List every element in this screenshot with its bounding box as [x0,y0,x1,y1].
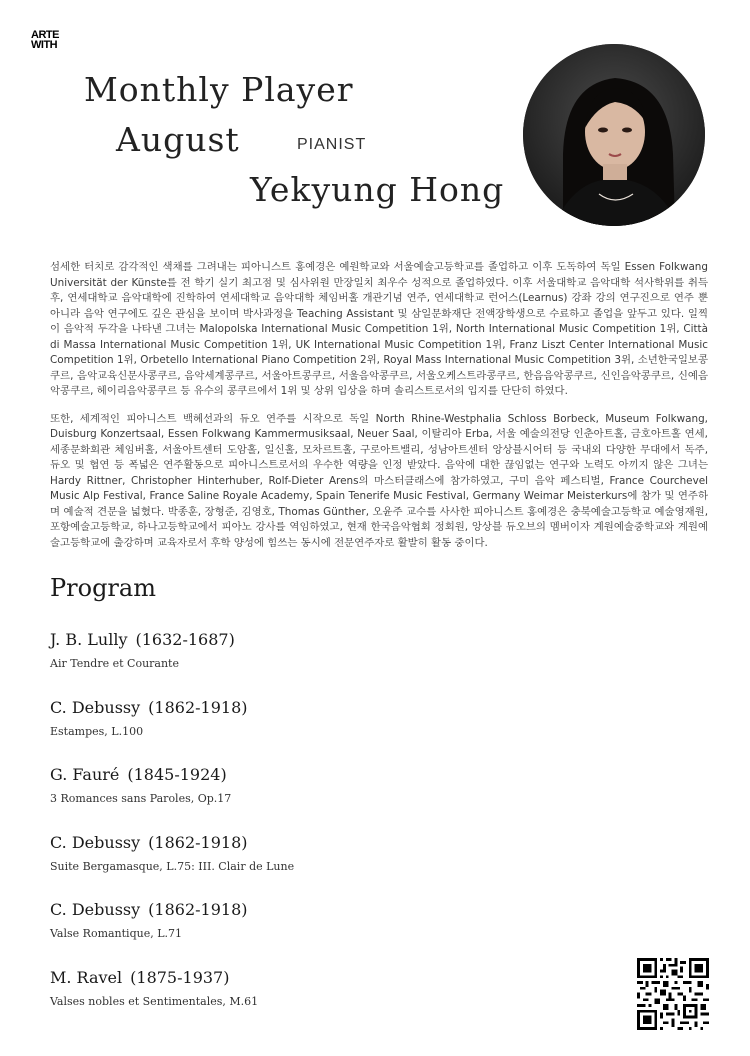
qr-code-icon [637,958,709,1030]
composer-line [50,765,610,784]
composer-line [50,968,610,987]
title-monthly-player: Monthly Player [84,70,354,109]
program-item [50,968,610,1036]
composer-years: (1875-1937) [130,967,230,987]
composer-years: (1862-1918) [148,697,248,717]
composer-years: (1862-1918) [148,832,248,852]
composer-years: (1862-1918) [148,900,248,919]
logo-line-2: WITH [31,39,58,51]
composer-line [50,833,610,852]
composer-years: (1845-1924) [127,765,227,784]
work-title: Estampes, L.100 [50,724,144,738]
performer-role: PIANIST [297,136,367,153]
composer-name: J. B. Lully [50,630,128,649]
bio-paragraph-1: 섬세한 터치로 감각적인 색채를 그려내는 피아니스트 홍예경은 예원학교와 서울예술고등학교를 졸업하고 이후 도독하여 독일 Essen Folkwang Universität der Künste를 전 학기 실기 최고점 및 심사위원 만장일치 최우수 성적으로 졸업하였다. 이후 서울대학교 음악대학 석사학위를 취득 후, 연세대학교 음악대학에 진학하여 연세대학교 음악대학 체임버홀 개관기념 연주, 연세대학교 런어스(Learnus) 강좌 강의 연구진으로 연주 뿐 아니라 음악 연구에도 깊은 관심을 보이며 박사과정을 Teaching Assistant 및 삼일문화재단 전액장학생으로 수료하고 졸업을 앞두고 있다. 일찍이 음악적 두각을 나타낸 그녀는 Malopolska International Music Competition 1위, North International Music Competition 1위, Città di Massa International Music Competition 1위, UK International Music Competition 1위, Franz Liszt Center International Music Competition 1위, Orbetello International Piano Competition 2위, Royal Mass International Music Competition 3위, 소년한국일보콩쿠르, 음악교육신문사콩쿠르, 음악세계콩쿠르, 서울아트콩쿠르, 서울음악콩쿠르, 서울오케스트라콩쿠르, 한음음악콩쿠르, 신인음악콩쿠르, 신예음악콩쿠르, 헤이리음악콩쿠르 등 유수의 콩쿠르에서 1위 및 상위 입상을 하며 솔리스트로서의 입지를 단단히 하였다. [50,261,708,397]
biography [50,260,708,551]
program-item [50,833,610,901]
bio-paragraph-2: 또한, 세계적인 피아니스트 백혜선과의 듀오 연주를 시작으로 독일 North Rhine-Westphalia Schloss Borbeck, Museum Folkwang, Duisburg Konzertsaal, Essen Folkwang Kammermusiksaal, Neuer Saal, 이탈리아 Erba, 서울 예술의전당 인춘아트홀, 금호아트홀 연세, 세종문화회관 체임버홀, 서울아트센터 도암홀, 일신홀, 모차르트홀, 구로아트밸리, 성남아트센터 앙상블시어터 등 국내외 다양한 무대에서 독주, 듀오 및 협연 등 폭넓은 연주활동으로 피아니스트로서의 우수한 역량을 인정 받았다. 음악에 대한 끊임없는 연구와 노력도 아끼지 않은 그녀는 Hardy Rittner, Christopher Hinterhuber, Rolf-Dieter Arens의 마스터클래스에 참가하였고, 구미 음악 페스티벌, France Courchevel Music Alp Festival, France Saline Royale Academy, Spain Tenerife Music Festival, Germany Weimar Meisterkurs에 참가 및 연주하며 예술적 견문을 넓혔다. 박종훈, 장형준, 김영호, Thomas Günther, 오윤주 교수를 사사한 피아니스트 홍예경은 충북예술고등학교 예술영재원, 포항예술고등학교, 하나고등학교에서 피아노 강사를 역임하였고, 현재 한국음악협회 정회원, 앙상블 듀오브의 멤버이자 계원예술중학교와 계원예술고등학교에 출강하며 교육자로서 후학 양성에 힘쓰는 동시에 전문연주자로 활발히 활동 중이다. [50,412,708,549]
composer-name: M. Ravel [50,967,123,987]
composer-line [50,698,610,717]
program-item [50,900,610,968]
work-title: Suite Bergamasque, L.75: III. Clair de Lune [50,859,295,873]
program-heading: Program [50,574,156,602]
artewith-logo [31,30,65,50]
qr-code[interactable] [637,958,709,1030]
composer-name: C. Debussy [50,832,141,852]
composer-line [50,630,610,649]
program-item [50,698,610,766]
composer-years: (1632-1687) [135,630,235,649]
program-item [50,630,610,698]
composer-name: C. Debussy [50,697,141,717]
logo-line-1: ARTE [31,29,59,41]
performer-name: Yekyung Hong [250,170,505,209]
composer-name: C. Debussy [50,900,141,919]
title-month: August [116,120,240,159]
work-title: Valse Romantique, L.71 [50,927,183,940]
program-list [50,630,610,1035]
program-item [50,765,610,833]
portrait-illustration [523,44,705,226]
composer-name: G. Fauré [50,765,120,784]
composer-line [50,900,610,919]
work-title: 3 Romances sans Paroles, Op.17 [50,792,232,805]
portrait-photo [523,44,705,226]
work-title: Air Tendre et Courante [50,657,179,670]
work-title: Valses nobles et Sentimentales, M.61 [50,994,259,1008]
